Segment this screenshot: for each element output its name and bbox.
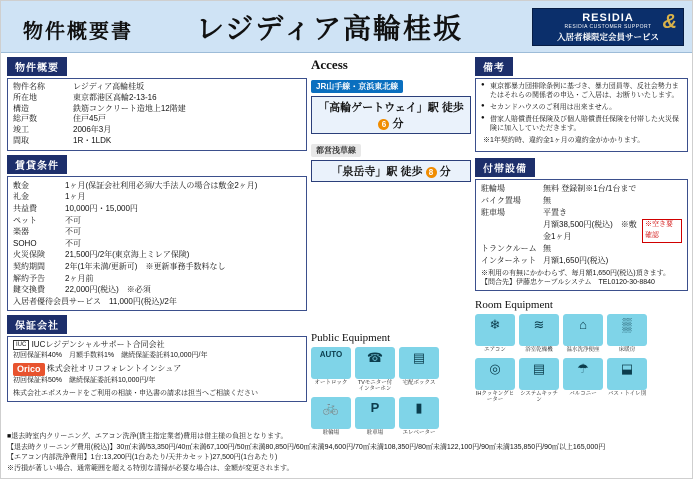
room-equipment-grid <box>475 314 688 403</box>
equipment-item <box>399 347 439 393</box>
terms-row <box>13 203 301 215</box>
overview-panel <box>7 78 307 151</box>
terms-row <box>13 180 301 192</box>
equipment-caption: エアコン <box>484 347 506 354</box>
walk-label: 徒歩 <box>400 166 423 178</box>
room-equipment-title: Room Equipment <box>475 299 553 312</box>
parking-availability-note: ※空き要確認 <box>642 219 682 243</box>
icon-glyph: ☎ <box>366 350 384 365</box>
train-line-badge: JR山手線・京浜東北線 <box>311 80 403 93</box>
train-line-badge: 都営浅草線 <box>311 144 361 157</box>
logo-line-2: RESIDIA CUSTOMER SUPPORT <box>564 24 652 30</box>
terms-row <box>13 191 301 203</box>
facility-row <box>481 219 682 243</box>
public-equipment-section <box>311 332 471 436</box>
facility-key: 駐車場 <box>481 208 505 217</box>
remark-item: ● 借家人賠償責任保険及び個人賠償責任保険を付帯した火災保険に加入していただきます。 <box>481 115 682 133</box>
separate-bath-toilet-icon <box>607 358 647 390</box>
remark-note: ※1年契約時、違約金1ヶ月の違約金がかかります。 <box>483 137 645 145</box>
station-name: 「泉岳寺」駅 <box>331 166 398 178</box>
terms-key: SOHO <box>13 238 37 248</box>
footer-line: ※汚損が著しい場合、通常範囲を超える特別な清掃が必要な場合は、金額が変更されます。 <box>7 464 294 472</box>
left-column <box>7 57 307 402</box>
terms-value: 1ヶ月 <box>65 192 86 202</box>
icon-glyph: ⌂ <box>579 317 587 333</box>
icon-glyph: ▤ <box>412 350 426 365</box>
facility-row <box>481 255 682 267</box>
equipment-item <box>399 397 439 436</box>
room-equipment-section <box>475 299 688 403</box>
overview-row <box>13 82 301 93</box>
overview-row <box>13 125 301 136</box>
document-header <box>1 1 692 53</box>
terms-key: 敷金 <box>13 180 29 190</box>
walk-minutes: 6 <box>378 119 389 130</box>
equipment-caption: エレベーター <box>402 429 436 436</box>
icon-glyph: ❄ <box>489 317 501 333</box>
overview-row <box>13 114 301 125</box>
facility-value: 無 <box>543 244 551 253</box>
facility-contact: 【問合先】伊藤忠ケーブルシステム TEL0120-30-8840 <box>481 279 655 287</box>
walk-minutes: 8 <box>426 167 437 178</box>
system-kitchen-icon <box>519 358 559 390</box>
terms-value: 2ヶ月前 <box>65 273 94 283</box>
guarantor-item <box>13 363 301 384</box>
overview-value: 1R・1LDK <box>73 135 112 145</box>
icon-glyph: ≋ <box>533 317 545 333</box>
property-name-title: レジディア高輪桂坂 <box>196 13 464 44</box>
overview-key: 構造 <box>13 103 29 113</box>
facility-value: 平置き <box>543 208 567 217</box>
terms-key: 解約予告 <box>13 273 45 283</box>
equipment-item <box>563 358 603 404</box>
terms-key: 火災保険 <box>13 250 45 260</box>
terms-row <box>13 215 301 227</box>
facility-note: ※利用の有無にかかわらず、毎月額1,650円(税込)頂きます。 <box>481 270 671 277</box>
walk-unit: 分 <box>439 166 451 178</box>
equipment-item <box>311 347 351 393</box>
parking-icon <box>355 397 395 429</box>
footer-line: ■退去時室内クリーニング、エアコン洗浄(貸主指定業者)費用は借主様の負担となります。 <box>7 433 288 440</box>
elevator-icon <box>399 397 439 429</box>
equipment-caption: 浴室乾燥機 <box>525 347 553 354</box>
station-label <box>311 96 471 134</box>
terms-value: 10,000円・15,000円 <box>65 203 138 213</box>
terms-key: 鍵交換費 <box>13 285 45 295</box>
remarks-section-title: 備考 <box>475 57 513 76</box>
guarantor-detail: 初回保証料50% 継続保証委託料10,000円/年 <box>13 376 156 384</box>
guarantor-section <box>7 315 307 401</box>
icon-glyph: AUTO <box>319 350 343 359</box>
icon-glyph: ▒ <box>622 317 632 333</box>
overview-value: 2006年3月 <box>73 125 112 135</box>
equipment-caption: オートロック <box>314 380 348 386</box>
equipment-caption: IHクッキングヒーター <box>475 390 515 403</box>
terms-row <box>13 238 301 250</box>
delivery-box-icon <box>399 347 439 379</box>
public-equipment-title: Public Equipment <box>311 332 391 344</box>
overview-key: 間取 <box>13 135 29 145</box>
overview-value: レジディア高輪桂坂 <box>73 82 145 91</box>
remarks-section <box>475 57 688 152</box>
terms-row <box>13 284 301 296</box>
equipment-caption: システムキッチン <box>520 390 558 403</box>
access-entry <box>311 76 471 134</box>
facility-key <box>481 219 543 243</box>
guarantor-detail: 初回保証料40% 月額手数料1% 継続保証委託料10,000円/年 <box>13 352 208 360</box>
footer-line: 【退去時クリーニング費用(税込)】30㎡未満/53,350円/40㎡未満67,100円/50㎡未満80,850円/60㎡未満94,600円/70㎡未満108,350円/80㎡未満122,100円/90㎡未満135,850円/90㎡以上165,000円 <box>7 443 606 451</box>
bath-dryer-icon <box>519 314 559 346</box>
equipment-item <box>519 314 559 353</box>
public-equipment-grid <box>311 347 471 436</box>
equipment-caption: 駐輪場 <box>322 429 340 436</box>
iuc-logo-icon: IUC <box>13 340 29 350</box>
facility-row <box>481 195 682 207</box>
logo-line-3: 入居者様限定会員サービス <box>556 32 659 42</box>
guarantor-name: 株式会社オリコフォレントインシュア <box>46 364 182 374</box>
residia-logo <box>532 8 684 46</box>
facility-value: 無 <box>543 196 551 205</box>
equipment-item <box>563 314 603 353</box>
washlet-icon <box>563 314 603 346</box>
equipment-item <box>355 347 395 393</box>
equipment-item <box>475 314 515 353</box>
terms-row <box>13 226 301 238</box>
equipment-caption: バルコニー <box>569 390 597 397</box>
terms-value: 11,000円(税込)/2年 <box>109 296 177 306</box>
access-entry <box>311 140 471 182</box>
overview-value: 鉄筋コンクリート造地上12階建 <box>73 103 186 113</box>
terms-panel <box>7 176 307 312</box>
terms-key: 楽器 <box>13 227 29 237</box>
balcony-icon <box>563 358 603 390</box>
facilities-panel <box>475 179 688 291</box>
equipment-item <box>355 397 395 436</box>
overview-value: 住戸45戸 <box>73 114 106 124</box>
facility-value: 月額38,500円(税込) ※敷金1ヶ月 <box>543 220 637 241</box>
right-column <box>475 57 688 403</box>
terms-row <box>13 273 301 285</box>
icon-glyph: 🚲 <box>322 399 340 415</box>
equipment-item <box>607 314 647 353</box>
terms-key: ペット <box>13 215 37 225</box>
icon-glyph: ◎ <box>489 360 501 376</box>
icon-glyph: P <box>370 399 380 415</box>
terms-row <box>13 261 301 273</box>
overview-row <box>13 136 301 147</box>
document-title: 物件概要書 <box>23 21 133 43</box>
logo-line-1: RESIDIA <box>582 12 634 24</box>
terms-key: 共益費 <box>13 203 37 213</box>
equipment-caption: 温水洗浄便座 <box>566 347 600 354</box>
auto-lock-icon <box>311 347 351 379</box>
overview-key: 竣工 <box>13 125 29 135</box>
terms-value: 不可 <box>65 227 81 237</box>
facilities-section <box>475 158 688 291</box>
terms-key: 契約期間 <box>13 261 45 271</box>
facility-key: 駐輪場 <box>481 184 505 193</box>
footer-line: 【エアコン内部洗浄費用】1台:13,200円(1台あたり/天井カセット)27,500円(1台あたり) <box>7 454 278 461</box>
equipment-item <box>519 358 559 404</box>
icon-glyph: ☂ <box>577 360 589 376</box>
terms-row <box>13 296 301 308</box>
equipment-item <box>475 358 515 404</box>
equipment-caption: TVモニター付インターホン <box>357 380 393 393</box>
terms-key: 入居者優待会員サービス <box>13 296 101 306</box>
intercom-icon <box>355 347 395 379</box>
overview-key: 物件名称 <box>13 82 45 91</box>
ih-cooking-icon <box>475 358 515 390</box>
terms-section-title: 賃貸条件 <box>7 155 67 174</box>
air-conditioner-icon <box>475 314 515 346</box>
equipment-caption: 宅配ボックス <box>402 380 436 386</box>
station-label <box>311 160 471 182</box>
overview-key: 総戸数 <box>13 114 37 124</box>
remark-item: ● 東京都暴力団排除条例に基づき、暴力団員等、反社会勢力またはそれらの関係者の申込・ご入居は、お断りいたします。 <box>481 82 682 100</box>
terms-value: 1ヶ月(保証会社利用必須/大手法人の場合は敷金2ヶ月) <box>65 180 258 190</box>
terms-value: 21,500円/2年(東京海上ミレア保険) <box>65 250 190 260</box>
facilities-section-title: 付帯設備 <box>475 158 535 177</box>
icon-glyph: ▤ <box>532 360 546 376</box>
guarantor-panel <box>7 336 307 401</box>
walk-label: 徒歩 <box>441 102 464 114</box>
ampersand-mark: & <box>662 11 677 33</box>
equipment-item <box>607 358 647 404</box>
overview-row <box>13 93 301 104</box>
overview-value: 東京都港区高輪2-13-16 <box>73 92 157 102</box>
middle-column <box>311 57 471 436</box>
walk-unit: 分 <box>392 118 404 130</box>
overview-section-title: 物件概要 <box>7 57 67 76</box>
guarantor-footnote: 株式会社エポスカードをご利用の相談・申込書の請求は担当へご相談ください <box>13 389 258 397</box>
equipment-caption: バス・トイレ別 <box>607 390 647 397</box>
terms-value: 22,000円(税込) ※必須 <box>65 285 151 295</box>
terms-value: 2年(1年未満/更新可) ※更新事務手数料なし <box>65 261 226 271</box>
floor-heating-icon <box>607 314 647 346</box>
icon-glyph: ▮ <box>415 399 423 415</box>
overview-row <box>13 104 301 115</box>
icon-glyph: ⬓ <box>620 360 634 376</box>
terms-value: 不可 <box>65 215 81 225</box>
facility-row <box>481 207 682 219</box>
document-footer <box>7 429 686 474</box>
guarantor-item <box>13 340 301 360</box>
overview-section <box>7 57 307 151</box>
access-section-title: Access <box>311 57 348 72</box>
orico-logo-icon: Orico <box>13 363 45 375</box>
facility-value: 月額1,650円(税込) <box>543 256 609 265</box>
facility-value: 無料 登録制※1台/1台まで <box>543 184 637 193</box>
equipment-caption: 駐車場 <box>366 429 384 436</box>
guarantor-section-title: 保証会社 <box>7 315 67 334</box>
remarks-panel <box>475 78 688 152</box>
equipment-item <box>311 397 351 436</box>
facility-key: インターネット <box>481 256 537 265</box>
bicycle-parking-icon <box>311 397 351 429</box>
terms-row <box>13 249 301 261</box>
station-name: 「高輪ゲートウェイ」駅 <box>318 102 439 114</box>
terms-value: 不可 <box>65 238 81 248</box>
facility-key: バイク置場 <box>481 196 521 205</box>
terms-key: 礼金 <box>13 192 29 202</box>
overview-key: 所在地 <box>13 92 37 102</box>
guarantor-name: IUCレジデンシャルサポート合同会社 <box>31 340 165 350</box>
facility-row <box>481 243 682 255</box>
terms-section <box>7 155 307 312</box>
remark-item: ● セカンドハウスのご利用は出来ません。 <box>481 103 682 112</box>
facility-key: トランクルーム <box>481 244 537 253</box>
equipment-caption: 床暖房 <box>618 347 636 354</box>
facility-row <box>481 183 682 195</box>
